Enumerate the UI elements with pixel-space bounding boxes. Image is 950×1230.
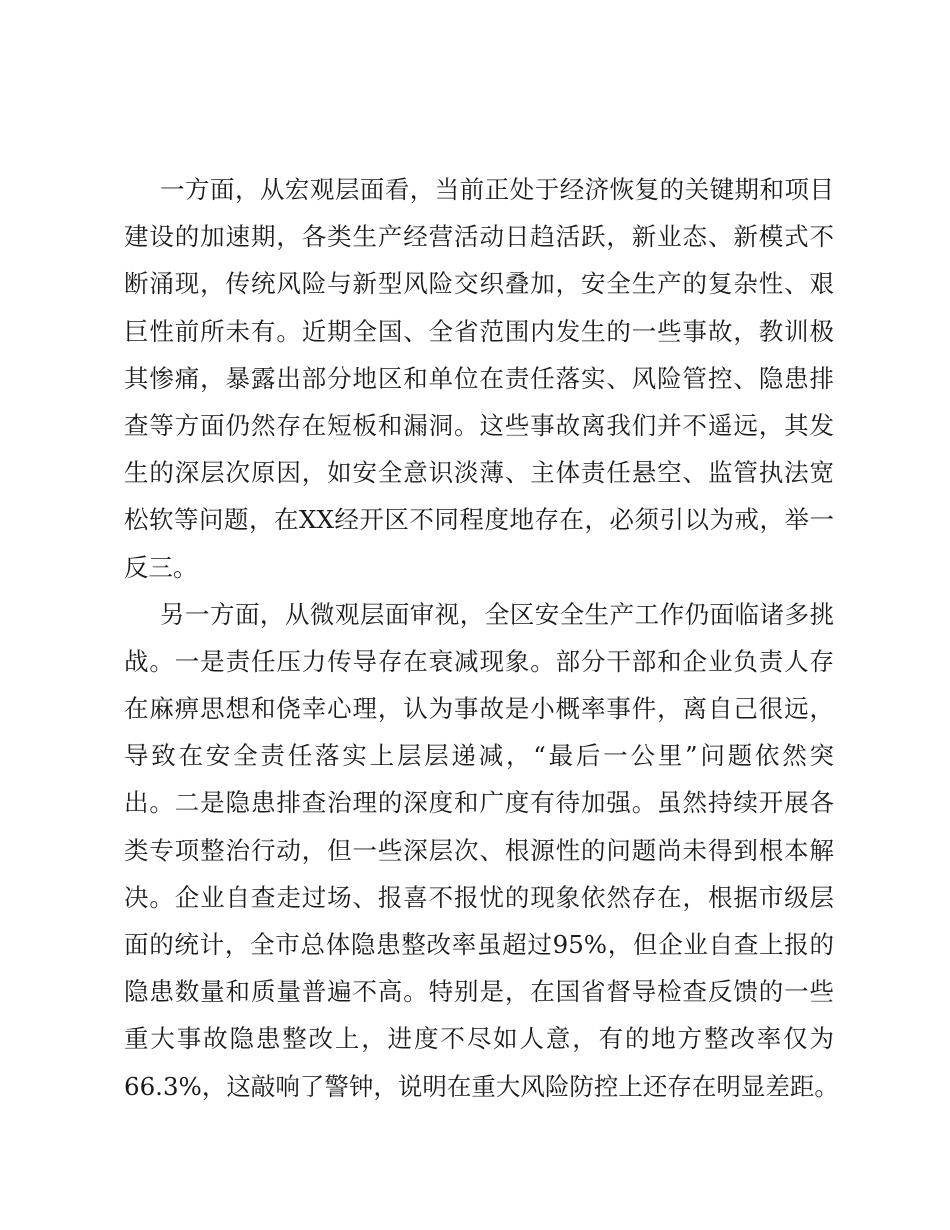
text-line: 松软等问题，在XX经开区不同程度地存在，必须引以为戒，举一 bbox=[124, 505, 834, 535]
text-line: 决。企业自查走过场、报喜不报忧的现象依然存在，根据市级层 bbox=[124, 882, 834, 912]
text-line: 出。二是隐患排查治理的深度和广度有待加强。虽然持续开展各 bbox=[124, 788, 834, 818]
text-line: 面的统计，全市总体隐患整改率虽超过95%，但企业自查上报的 bbox=[124, 930, 834, 959]
text-line: 生的深层次原因，如安全意识淡薄、主体责任悬空、监管执法宽 bbox=[124, 458, 834, 488]
text-line: 在麻痹思想和侥幸心理，认为事故是小概率事件，离自己很远， bbox=[124, 694, 834, 724]
text-line: 查等方面仍然存在短板和漏洞。这些事故离我们并不遥远，其发 bbox=[124, 410, 834, 440]
text-line: 巨性前所未有。近期全国、全省范围内发生的一些事故，教训极 bbox=[124, 316, 834, 346]
text-line: 战。一是责任压力传导存在衰减现象。部分干部和企业负责人存 bbox=[124, 646, 834, 676]
document-body bbox=[124, 166, 839, 1110]
text-line: 导致在安全责任落实上层层递减，“最后一公里”问题依然突 bbox=[124, 741, 834, 771]
text-line: 66.3%，这敲响了警钟，说明在重大风险防控上还存在明显差距。 bbox=[124, 1071, 839, 1101]
text-line: 一方面，从宏观层面看，当前正处于经济恢复的关键期和项目 bbox=[160, 175, 834, 204]
paragraph-micro-view bbox=[124, 591, 839, 1110]
text-line: 其惨痛，暴露出部分地区和单位在责任落实、风险管控、隐患排 bbox=[124, 363, 834, 393]
text-line: 另一方面，从微观层面审视，全区安全生产工作仍面临诸多挑 bbox=[160, 599, 834, 629]
text-line: 建设的加速期，各类生产经营活动日趋活跃，新业态、新模式不 bbox=[124, 222, 834, 252]
text-line: 隐患数量和质量普遍不高。特别是，在国省督导检查反馈的一些 bbox=[124, 977, 834, 1007]
text-line: 类专项整治行动，但一些深层次、根源性的问题尚未得到根本解 bbox=[124, 835, 834, 865]
text-line: 重大事故隐患整改上，进度不尽如人意，有的地方整改率仅为 bbox=[124, 1024, 834, 1054]
text-line: 反三。 bbox=[124, 552, 198, 582]
text-line: 断涌现，传统风险与新型风险交织叠加，安全生产的复杂性、艰 bbox=[124, 269, 834, 299]
paragraph-macro-view bbox=[124, 166, 834, 591]
